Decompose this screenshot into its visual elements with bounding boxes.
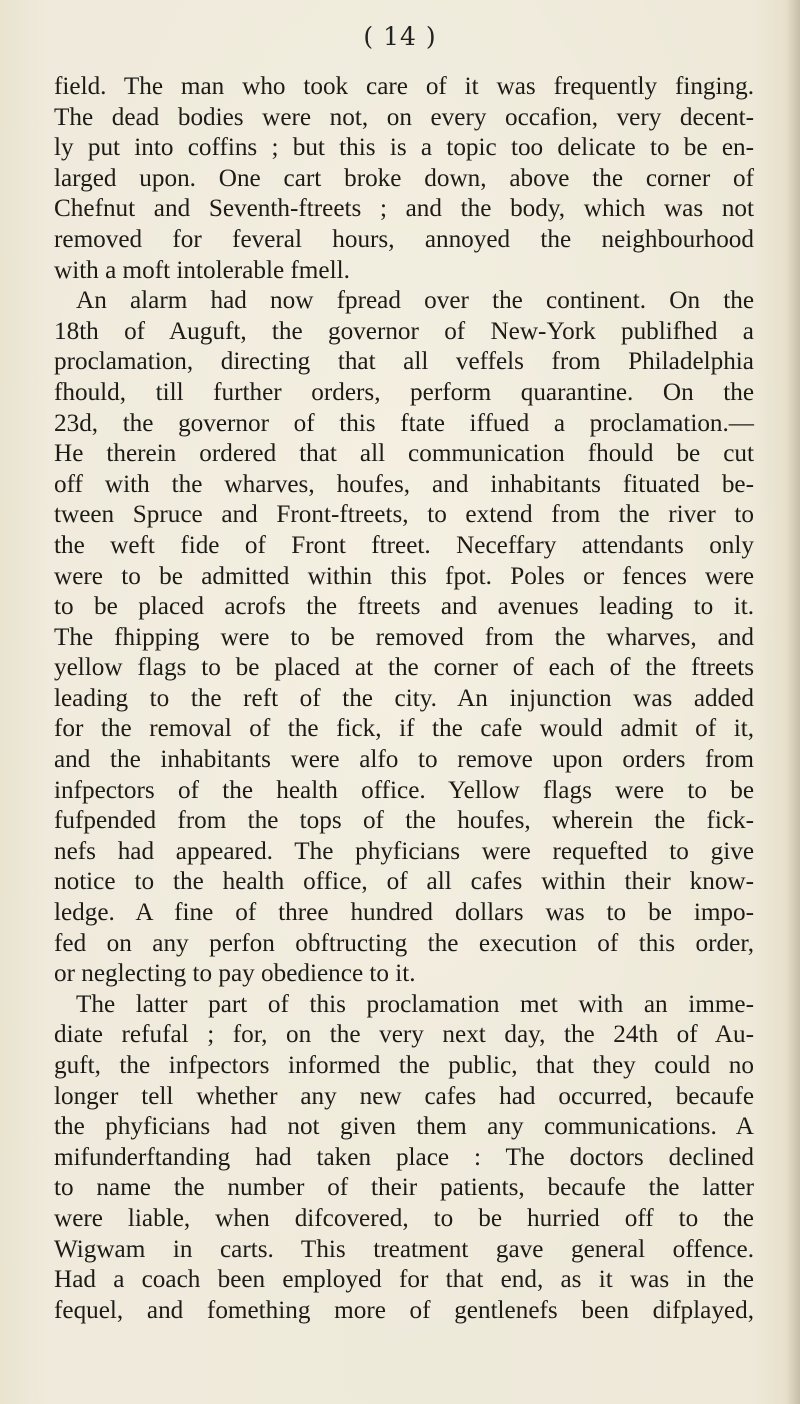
text-line: fufpended from the tops of the houfes, wherein the fick- xyxy=(54,807,754,835)
text-line: were liable, when difcovered, to be hurried off to the xyxy=(54,1204,754,1232)
text-line: mifunderftanding had taken place : The doctors declined xyxy=(54,1143,754,1171)
text-line: leading to the reft of the city. An injunction was added xyxy=(54,684,754,712)
text-line: nefs had appeared. The phyficians were requefted to give xyxy=(54,837,754,865)
text-line: proclamation, directing that all veffels from Philadelphia xyxy=(54,348,754,376)
text-line: to be placed acrofs the ftreets and avenues leading to it. xyxy=(54,593,754,621)
text-line: field. The man who took care of it was frequently finging. xyxy=(54,73,754,100)
text-line: off with the wharves, houfes, and inhabitants fituated be- xyxy=(54,470,754,498)
text-line: tween Spruce and Front-ftreets, to extend from the river to xyxy=(54,501,754,529)
text-line: fhould, till further orders, perform quarantine. On the xyxy=(54,378,754,406)
text-line: notice to the health office, of all cafes within their know- xyxy=(54,868,754,896)
text-line: larged upon. One cart broke down, above the corner of xyxy=(54,164,754,192)
text-line: He therein ordered that all communication fhould be cut xyxy=(54,440,754,468)
text-line: ly put into coffins ; but this is a topic too delicate to be en- xyxy=(54,134,754,162)
text-line: for the removal of the fick, if the cafe would admit of it, xyxy=(54,715,754,743)
text-line: guft, the infpectors informed the public, that they could no xyxy=(54,1052,754,1079)
text-line: Chefnut and Seventh-ftreets ; and the body, which was not xyxy=(54,195,754,223)
text-line: Wigwam in carts. This treatment gave general offence. xyxy=(54,1235,754,1263)
page-number: ( 14 ) xyxy=(363,22,437,51)
text-line: 23d, the governor of this ftate iffued a proclamation.— xyxy=(54,409,754,437)
text-line: Had a coach been employed for that end, as it was in the xyxy=(54,1266,754,1294)
text-line: An alarm had now fpread over the continent. On the xyxy=(76,287,754,315)
text-line: removed for feveral hours, annoyed the neighbourhood xyxy=(54,225,754,253)
text-line: The fhipping were to be removed from the wharves, and xyxy=(54,623,754,651)
text-line: fed on any perfon obftructing the execution of this order, xyxy=(54,929,754,957)
text-line: or neglecting to pay obedience to it. xyxy=(54,960,416,988)
text-line: longer tell whether any new cafes had occurred, becaufe xyxy=(54,1082,754,1110)
text-line: yellow flags to be placed at the corner of each of the ftreets xyxy=(54,654,754,682)
text-line: were to be admitted within this fpot. Poles or fences were xyxy=(54,562,754,590)
page-edge-shadow xyxy=(786,0,800,1404)
text-line: 18th of Auguft, the governor of New-York publifhed a xyxy=(54,317,754,345)
text-line: The dead bodies were not, on every occafion, very decent- xyxy=(54,103,754,131)
text-line: to name the number of their patients, becaufe the latter xyxy=(54,1174,754,1202)
text-line: ledge. A fine of three hundred dollars was to be impo- xyxy=(54,899,754,927)
text-line: The latter part of this proclamation met with an imme- xyxy=(76,990,754,1018)
text-line: diate refufal ; for, on the very next day, the 24th of Au- xyxy=(54,1021,754,1049)
text-line: fequel, and fomething more of gentlenefs been difplayed, xyxy=(54,1296,754,1324)
text-line: infpectors of the health office. Yellow flags were to be xyxy=(54,776,754,804)
body-text xyxy=(54,72,754,1326)
text-line: the weft fide of Front ftreet. Neceffary attendants only xyxy=(54,531,754,559)
text-line: the phyficians had not given them any communications. A xyxy=(54,1113,754,1141)
text-line: with a moft intolerable fmell. xyxy=(54,256,350,284)
text-line: and the inhabitants were alfo to remove upon orders from xyxy=(54,746,754,774)
